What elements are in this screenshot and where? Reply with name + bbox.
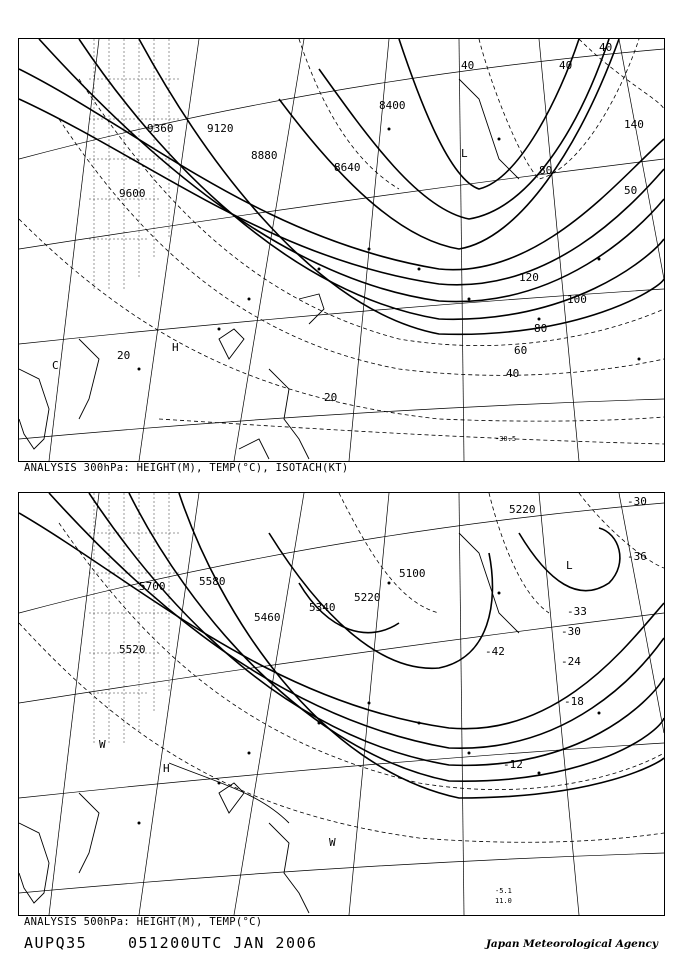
height-label: 9600 — [119, 187, 146, 200]
agency-name: Japan Meteorological Agency — [485, 938, 658, 950]
isotach-label: 80 — [539, 164, 553, 177]
height-label: 5220 — [354, 591, 381, 604]
valid-time: 051200UTC JAN 2006 — [128, 934, 318, 952]
height-label: 5220 — [509, 503, 536, 516]
height-label: 5580 — [199, 575, 226, 588]
lat-lon-grid — [19, 39, 664, 461]
height-label: 9120 — [207, 122, 234, 135]
isotach-label: 140 — [624, 118, 644, 131]
low-pressure-center: L — [461, 147, 468, 160]
isotach-label: 50 — [624, 184, 638, 197]
cold-center: C — [52, 359, 59, 372]
temp-label: -33 — [567, 605, 587, 618]
map-panel-500hpa — [18, 492, 665, 916]
isotach-label: 80 — [534, 322, 548, 335]
weather-map-500hpa — [19, 493, 664, 915]
height-label: 9360 — [147, 122, 174, 135]
temp-label: -30 — [627, 495, 647, 508]
chart-code: AUPQ35 — [24, 934, 88, 952]
isotach-label: 40 — [506, 367, 520, 380]
high-pressure-center: H — [163, 762, 170, 775]
temp-label: -18 — [564, 695, 584, 708]
temp-label: -30.5 — [495, 435, 517, 443]
height-label: 5340 — [309, 601, 336, 614]
panel-caption-300hpa: ANALYSIS 300hPa: HEIGHT(M), TEMP(°C), ISOTACH(KT) — [24, 462, 349, 474]
weather-map-300hpa — [19, 39, 664, 461]
height-label: 5100 — [399, 567, 426, 580]
isotach-label: 60 — [514, 344, 528, 357]
height-label: 8640 — [334, 161, 361, 174]
isotach-label: 20 — [324, 391, 338, 404]
height-label: 8400 — [379, 99, 406, 112]
height-label: 5520 — [119, 643, 146, 656]
isotach-label: 100 — [567, 293, 587, 306]
temp-label: -30 — [561, 625, 581, 638]
isotach-label: 40 — [461, 59, 475, 72]
temp-label: -5.1 — [495, 887, 512, 895]
station-plots — [138, 128, 641, 371]
warm-center: W — [329, 836, 336, 849]
isotach-label: 20 — [117, 349, 131, 362]
height-label: 8880 — [251, 149, 278, 162]
high-pressure-center: H — [172, 341, 179, 354]
height-label: 5700 — [139, 580, 166, 593]
temp-label: -24 — [561, 655, 581, 668]
height-label: 5460 — [254, 611, 281, 624]
isotach-label: 40 — [559, 59, 573, 72]
map-panel-300hpa — [18, 38, 665, 462]
isotach-label: 40 — [599, 41, 613, 54]
temp-label: -12 — [503, 758, 523, 771]
height-contours — [19, 493, 664, 798]
panel-caption-500hpa: ANALYSIS 500hPa: HEIGHT(M), TEMP(°C) — [24, 916, 263, 928]
isotach-label: 120 — [519, 271, 539, 284]
height-contours — [19, 39, 664, 334]
warm-center: W — [99, 738, 106, 751]
hatched-region — [89, 39, 179, 289]
temp-label: -36 — [627, 550, 647, 563]
temp-label: 11.0 — [495, 897, 512, 905]
low-pressure-center: L — [566, 559, 573, 572]
temp-label: -42 — [485, 645, 505, 658]
